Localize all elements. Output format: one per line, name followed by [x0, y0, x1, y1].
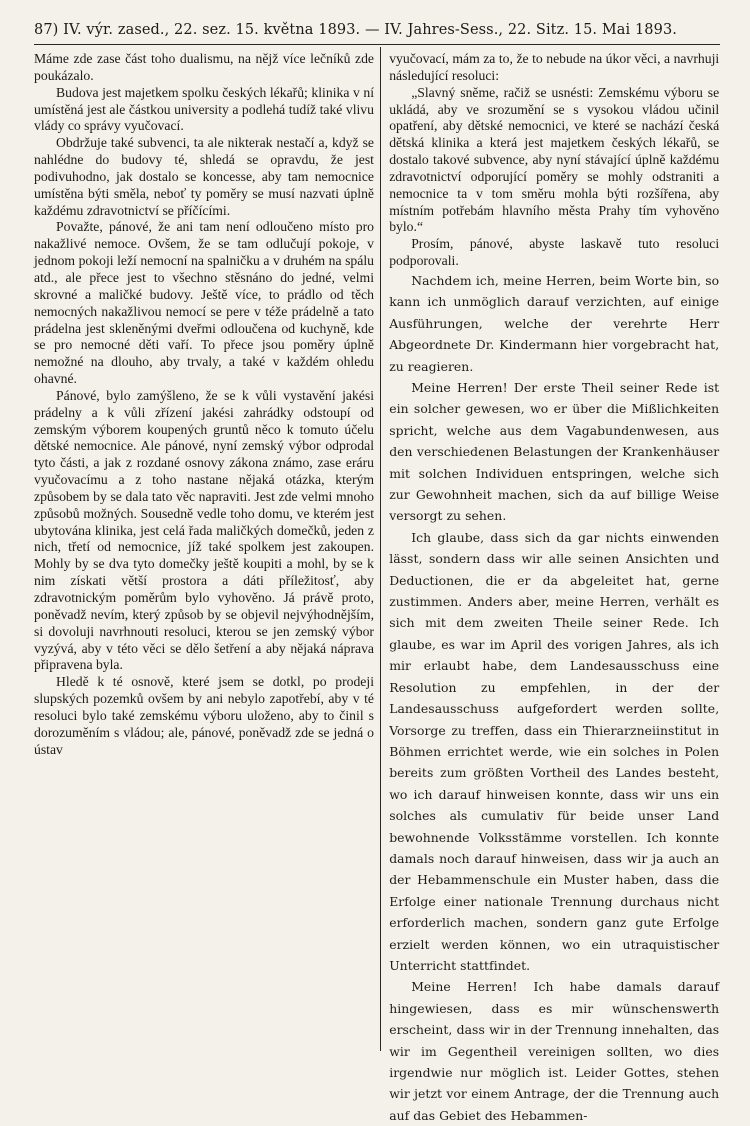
two-column-body — [34, 51, 720, 1123]
header-text: 87) IV. výr. zased., 22. sez. 15. května 1893. — IV. Jahres-Sess., 22. Sitz. 15. Mai 1893. — [34, 22, 677, 38]
paragraph: Budova jest majetkem spolku českých lékařů; klinika v ní umístěná jest ale částkou university a podlehá tudíž také vlivu vlády co správy vyučovací. — [34, 84, 374, 134]
paragraph: Prosím, pánové, abyste laskavě tuto resoluci podporovali. — [389, 236, 720, 269]
paragraph: Hledě k té osnově, které jsem se dotkl, po prodeji slupských pozemků ovšem by ani nebylo zapotřebí, aby v té resoluci bylo také zemskému výboru uloženo, aby to činil s dorozuměním s vládou; ale, pánové, poněvadž zde se jedná o ústav — [34, 674, 374, 757]
page-header — [34, 22, 720, 45]
left-column — [34, 51, 380, 1051]
paragraph: „Slavný sněme, račiž se usnésti: Zemskému výboru se ukládá, aby ve srozumění se s vysokou vládou učinil opatření, aby dětské nemocnici, ve které se nachází česká dětská klinika a která jest majetkem českých lékařů, se dostalo takové subvence, aby nyní stávající úplně každému zdravotnictví odporující poměry se mohly odstraniti a nemocnice ta v tom směru mohla býti rozšířena, aby místním potřebám hlavního města Prahy tím vyhověno bylo.“ — [389, 84, 720, 235]
paragraph: Meine Herren! Ich habe damals darauf hingewiesen, dass es mir wünschenswerth erscheint, dass wir in der Trennung innehalten, das wir im Gegentheil vereinigen sollten, wo dies irgendwie nur möglich ist. Leider Gottes, stehen wir jetzt vor einem Antrage, der die Trennung auch auf das Gebiet des Hebammen- — [389, 979, 720, 1123]
paragraph: Považte, pánové, že ani tam není odloučeno místo pro nakažlivé nemoce. Ovšem, že se tam odlučují pokoje, v jednom pokoji leží nemocní na spalničku a v druhém na spálu atd., ale přece jest to všechno stěsnáno do jedné, velmi skrovné a maličké budovy. Ještě více, to prádlo od těch nemocných nakažlivou nemocí se pere v téže prádelně a tato prádelna jest skleněnými dveřmi odloučena od kuchyně, kde se pro nemocné děti vaří. To přece jsou poměry úplně nemožné na dlouho, aby trvaly, a také v každém ohledu ohavné. — [34, 219, 374, 387]
right-column — [381, 51, 720, 1123]
paragraph: vyučovací, mám za to, že to nebude na úkor věci, a navrhuji následující resoluci: — [389, 51, 720, 83]
paragraph: Obdržuje také subvenci, ta ale nikterak nestačí a, když se nahlédne do budovy té, shledá se opravdu, že jest podivuhodno, jak dostalo se koncesse, aby tam nemocnice umístěna býti směla, neboť ty poměry se musí nazvati úplně každému zdravotnictví se příčícími. — [34, 135, 374, 218]
paragraph: Máme zde zase část toho dualismu, na nějž více lečníků zde poukázalo. — [34, 51, 374, 83]
paragraph: Ich glaube, dass sich da gar nichts einwenden lässt, sondern dass wir alle seinen Ansichten und Deductionen, die er da abgeleitet hat, gerne zustimmen. Anders aber, meine Herren, verhält es sich mit dem zweiten Theile seiner Rede. Ich glaube, es war im April des vorigen Jahres, als ich mir erlaubt habe, dem Landesausschuss eine Resolution zu empfehlen, in der der Landesausschuss aufgefordert werden sollte, Vorsorge zu treffen, dass ein Thierarzneiinstitut in Böhmen errichtet werde, wie ein solches in Polen bereits zum größten Vortheil des Landes besteht, wo ich darauf hinweisen konnte, dass wir uns ein solches als cumulativ für beide unser Land bewohnende Volksstämme vorstellen. Ich konnte damals noch darauf hinweisen, dass wir ja auch an der Hebammenschule ein Muster haben, dass die Erfolge einer nationale Trennung durchaus nicht erforderlich machen, sondern ganz gute Erfolge erzielt werden können, wo ein utraquistischer Unterricht stattfindet. — [389, 529, 720, 973]
paragraph: Nachdem ich, meine Herren, beim Worte bin, so kann ich unmöglich darauf verzichten, auf einige Ausführungen, welche der verehrte Herr Abgeordnete Dr. Kindermann hier vorgebracht hat, zu reagieren. — [389, 272, 720, 374]
paragraph: Pánové, bylo zamýšleno, že se k vůli vystavění jakési prádelny a k vůli zřízení jakési zahrádky odstoupí od zemským výborem koupených gruntů něco k tomuto účelu dětské nemocnice. Ale pánové, nyní zemský výbor odprodal tyto části, a jak z rozdané osnovy zákona známo, zase eráru vyučovacímu a z toho nastane nějaká otázka, kterým způsobem by se dala tato věc napraviti. Jest zde velmi mnoho způsobů možných. Sousedně vedle toho domu, ve kterém jest ubytována klinika, jest celá řada maličkých domečků, jeden z nich, třetí od nemocnice, jíž také spolkem jest zakoupen. Mohly by se dva tyto domečky ještě koupiti a mohl, by se k nim získati větší prostora a dáti příležitosť, aby zdravotnickým poměrům bylo vyhověno. Já právě proto, poněvadž nevím, který způsob by se objevil nejvýhodnějším, si dovoluji navrhnouti resoluci, kterou se jen zemský výbor vyzývá, aby v této věci se dělo šetření a aby nějaká náprava připravena byla. — [34, 387, 374, 673]
paragraph: Meine Herren! Der erste Theil seiner Rede ist ein solcher gewesen, wo er über die Mißlichkeiten spricht, welche aus dem Vagabundenwesen, aus den verschiedenen Belastungen der Krankenhäuser mit solchen Individuen entspringen, welche sich zur Gewohnheit machen, sich da auf billige Weise versorgt zu sehen. — [389, 380, 720, 524]
